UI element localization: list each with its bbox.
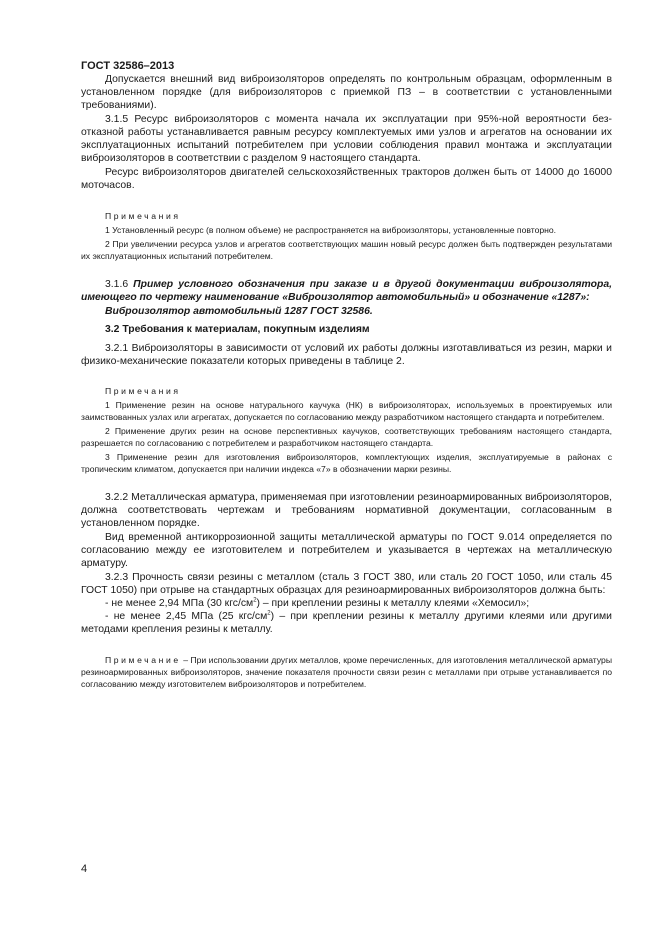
designation-example-text: Пример условного обозначения при заказе и в другой документации виброизолятора, имеющего по чертежу наименование «Виброизолятор автомобильный» и обозначение «1287»: [81,279,612,303]
paragraph-number: 3.1.6 [105,279,134,290]
notes-heading-2: Примечания [105,386,181,396]
note-3-text: – При использовании других металлов, кроме перечисленных, для изготовления металлической арматуры резиноармированных виброизоляторов, значение показателя прочности связи резин с металлами при отрыве устанавливается по согласованию между изготовителем виброизоляторов и потребителем. [81,655,612,689]
section-3-2-heading: 3.2 Требования к материалам, покупным изделиям [105,324,370,335]
paragraph-3-1-5: 3.1.5 Ресурс виброизоляторов с момента начала их эксплуатации при 95%-ной вероятности безотказной работы устанавливается равным ресурсу комплектуемых ими узлов и агрегатов на основании их эксплуатационных испытаний потребителем при условии соблюдения правил монтажа и эксплуатации виброизоляторов в соответствии с разделом 9 настоящего стандарта. [81,114,612,164]
bullet-other-adhesives: - не менее 2,45 МПа (25 кгс/$см^2$) – при креплении резины к металлу другими клеями или другими методами крепления резины к металлу. [81,610,612,635]
paragraph-3-2-1: 3.2.1 Виброизоляторы в зависимости от условий их работы должны изготавливаться из резин, марки и физико-механические показатели которых приведены в таблице 2. [81,343,612,367]
note-2-1: 1 Применение резин на основе натурального каучука (НК) в виброизоляторах, используемых в проектируемых или заимствованных узлах или агрегатах, допускается по согласованию между разработчиком настоящего стандарта и потребителем. [81,400,612,422]
bullet-hemosil: - не менее 2,94 МПа (30 кгс/$см^2$) – при креплении резины к металлу клеями «Хемосил»; [105,597,530,609]
document-header: ГОСТ 32586–2013 [81,60,175,72]
note-3-heading: Примечание [105,655,181,665]
note-1-1: 1 Установленный ресурс (в полном объеме) не распространяется на виброизоляторы, установленные повторно. [105,225,557,235]
designation-example: Виброизолятор автомобильный 1287 ГОСТ 32586. [105,306,373,317]
note-1-2: 2 При увеличении ресурса узлов и агрегатов соответствующих машин новый ресурс должен быть подтвержден результатами их эксплуатационных испытаний потребителем. [81,239,612,261]
paragraph-appearance: Допускается внешний вид виброизоляторов определять по контрольным образцам, оформленным в установленном порядке (для виброизоляторов с приемкой ПЗ – в соответствии с установленными требованиями). [81,74,612,111]
note-2-2: 2 Применение других резин на основе перспективных каучуков, соответствующих требованиям настоящего стандарта, разрешается по согласованию с потребителем и разработчиком настоящего стандарта. [81,426,612,448]
paragraph-corrosion-protection: Вид временной антикоррозионной защиты металлической арматуры по ГОСТ 9.014 определяется по согласованию между ее изготовителем и потребителем и указывается в чертежах на металлическую арматуру. [81,532,612,569]
paragraph-3-2-3: 3.2.3 Прочность связи резины с металлом (сталь 3 ГОСТ 380, или сталь 20 ГОСТ 1050, или сталь 45 ГОСТ 1050) при отрыве на стандартных образцах для резиноармированных виброизоляторов должна быть: [81,572,612,596]
paragraph-3-2-2: 3.2.2 Металлическая арматура, применяемая при изготовлении резиноармированных виброизоляторов, должна соответствовать чертежам и требованиям нормативной документации, согласованным в установленном порядке. [81,492,612,529]
notes-heading-1: Примечания [105,211,181,221]
page-number: 4 [81,863,88,875]
note-3 [81,654,612,690]
paragraph-3-1-6 [81,278,612,304]
note-2-3: 3 Применение резин для изготовления виброизоляторов, комплектующих изделия, эксплуатируемые в районах с тропическим климатом, допускается при наличии индекса «7» в обозначении марки резины. [81,452,612,474]
paragraph-tractor-resource: Ресурс виброизоляторов двигателей сельскохозяйственных тракторов должен быть от 14000 до 16000 моточасов. [81,167,612,191]
page-content [81,60,612,690]
